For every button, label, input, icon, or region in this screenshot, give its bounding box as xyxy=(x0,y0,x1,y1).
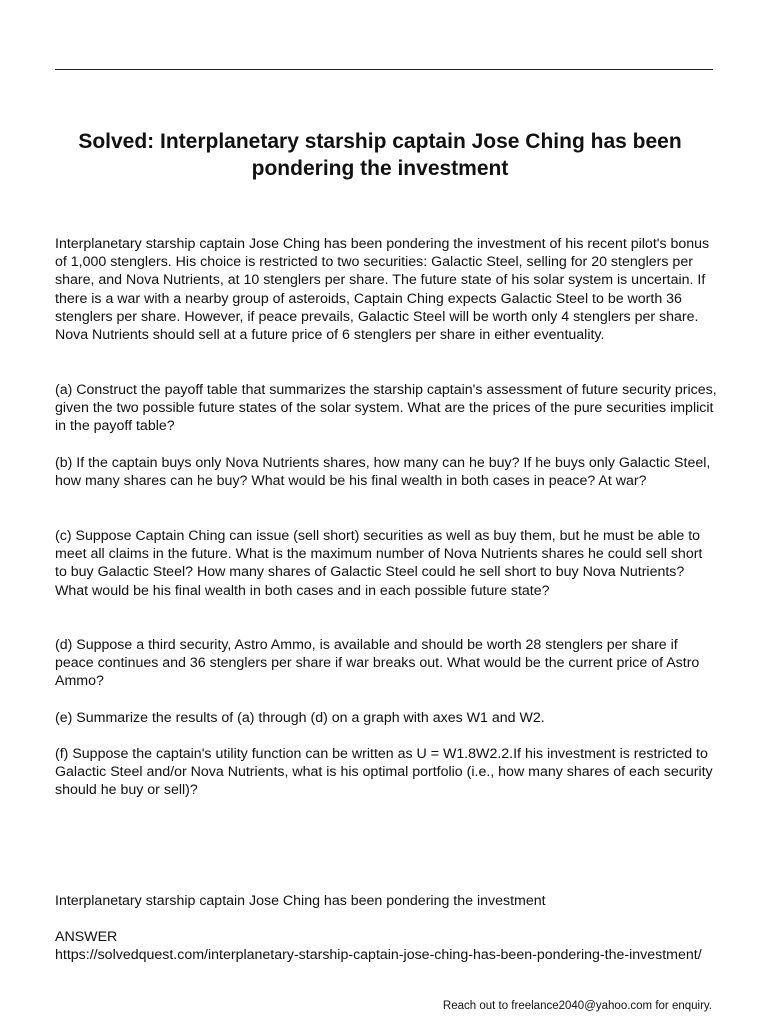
answer-reference: Interplanetary starship captain Jose Ching has been pondering the investment xyxy=(55,893,546,909)
answer-link[interactable]: https://solvedquest.com/interplanetary-starship-captain-jose-ching-has-been-pondering-the-investment/ xyxy=(55,947,702,964)
question-b: (b) If the captain buys only Nova Nutrients shares, how many can he buy? If he buys only Galactic Steel, how many shares can he buy? What would be his final wealth in both cases in peace? At war? xyxy=(55,455,711,490)
question-d: (d) Suppose a third security, Astro Ammo, is available and should be worth 28 stenglers per share if peace continues and 36 stenglers per share if war breaks out. What would be the current price of Astro Ammo? xyxy=(55,637,700,690)
page-title: Solved: Interplanetary starship captain Jose Ching has been pondering the investment xyxy=(78,130,682,180)
question-a: (a) Construct the payoff table that summarizes the starship captain's assessment of future security prices, given the two possible future states of the solar system. What are the prices of the pure securities implicit in the payoff table? xyxy=(55,382,717,435)
intro-paragraph: Interplanetary starship captain Jose Ching has been pondering the investment of his recent pilot's bonus of 1,000 stenglers. His choice is restricted to two securities: Galactic Steel, selling for 20 stenglers per share, and Nova Nutrients, at 10 stenglers per share. The future state of his solar system is uncertain. If there is a war with a nearby group of asteroids, Captain Ching expects Galactic Steel to be worth 36 stenglers per share. However, if peace prevails, Galactic Steel will be worth only 4 stenglers per share. Nova Nutrients should sell at a future price of 6 stenglers per share in either eventuality. xyxy=(55,236,710,344)
question-f: (f) Suppose the captain's utility function can be written as U = W1.8W2.2.If his investment is restricted to Galactic Steel and/or Nova Nutrients, what is his optimal portfolio (i.e., how many shares of each security should he buy or sell)? xyxy=(55,746,713,799)
question-e: (e) Summarize the results of (a) through (d) on a graph with axes W1 and W2. xyxy=(55,710,545,726)
answer-section xyxy=(55,892,717,965)
question-c: (c) Suppose Captain Ching can issue (sell short) securities as well as buy them, but he must be able to meet all claims in the future. What is the maximum number of Nova Nutrients shares he could sell short to buy Galactic Steel? How many shares of Galactic Steel could he sell short to buy Nova Nutrients? What would be his final wealth in both cases and in each possible future state? xyxy=(55,528,703,599)
top-divider xyxy=(55,69,713,70)
answer-label: ANSWER xyxy=(55,929,118,946)
footer-contact: Reach out to freelance2040@yahoo.com for enquiry. xyxy=(442,1000,712,1012)
